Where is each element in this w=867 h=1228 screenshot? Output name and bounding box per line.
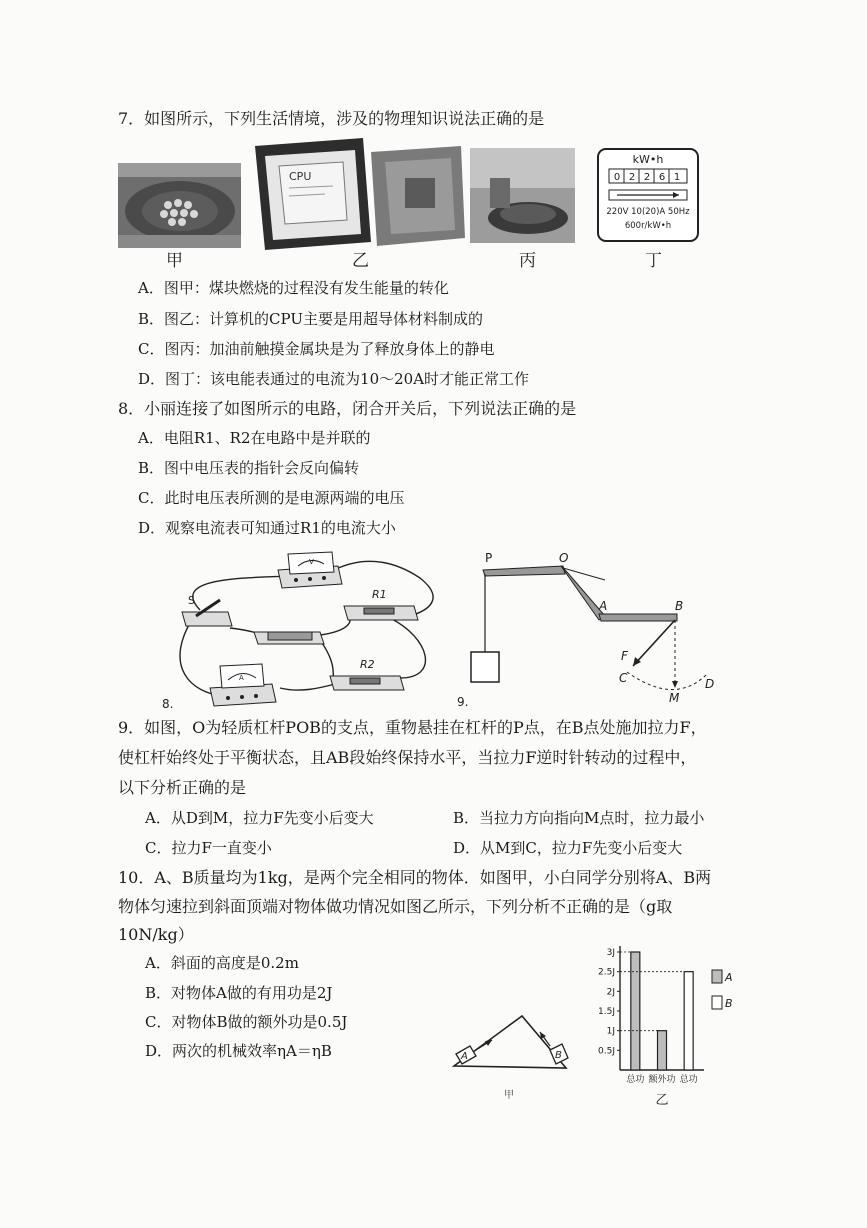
block-b-label: B xyxy=(555,1050,562,1061)
q7-option-d: D．图丁：该电能表通过的电流为10～20A时才能正常工作 xyxy=(138,370,530,388)
q10-stem-line-2: 物体匀速拉到斜面顶端对物体做功情况如图乙所示，下列分析不正确的是（g取 xyxy=(118,897,673,916)
cpu-image xyxy=(255,138,465,250)
label-d: D xyxy=(705,677,715,691)
legend-label: B xyxy=(725,997,733,1010)
battery xyxy=(254,632,324,644)
q8-option-c: C．此时电压表所测的是电源两端的电压 xyxy=(138,489,405,507)
category-label: 总功 xyxy=(679,1075,698,1085)
meter-digit: 6 xyxy=(658,172,666,183)
hanging-weight xyxy=(471,652,499,682)
legend-swatch xyxy=(712,996,722,1009)
q8-option-a: A．电阻R1、R2在电路中是并联的 xyxy=(138,429,371,447)
label-o: O xyxy=(559,551,569,565)
photo-coal-stove xyxy=(118,163,241,248)
coal-stove-image xyxy=(118,163,241,248)
q9-option-a: A．从D到M，拉力F先变小后变大 xyxy=(145,809,374,827)
fig-jia-caption: 甲 xyxy=(504,1090,514,1100)
cpu-label: CPU xyxy=(289,170,312,183)
lever-figure xyxy=(455,546,725,714)
legend-label: A xyxy=(725,971,733,984)
photo-cpu xyxy=(255,138,465,250)
r2-label: R2 xyxy=(360,658,375,671)
svg-text:A: A xyxy=(239,674,244,682)
ammeter xyxy=(210,664,276,706)
meter-constant: 600r/kW•h xyxy=(624,221,672,231)
meter-rating: 220V 10(20)A 50Hz xyxy=(606,207,690,217)
q8-stem: 8．小丽连接了如图所示的电路，闭合开关后，下列说法正确的是 xyxy=(118,399,577,418)
r1-label: R1 xyxy=(372,588,387,601)
label-c: C xyxy=(619,671,628,685)
svg-text:V: V xyxy=(309,558,314,566)
caption-yi: 乙 xyxy=(352,251,369,271)
lever-diagram xyxy=(455,546,725,714)
label-b: B xyxy=(675,599,684,613)
q10-option-b: B．对物体A做的有用功是2J xyxy=(145,984,333,1002)
meter-digit: 0 xyxy=(613,172,621,183)
y-tick-label: 1.5J xyxy=(598,1007,615,1017)
block-a-label: A xyxy=(461,1051,468,1062)
gas-station-image xyxy=(470,148,575,243)
q7-option-a: A．图甲：煤块燃烧的过程没有发生能量的转化 xyxy=(138,279,449,297)
meter-unit: kW•h xyxy=(632,153,664,166)
bar-a xyxy=(631,952,640,1070)
q9-stem-line-1: 9．如图，O为轻质杠杆POB的支点，重物悬挂在杠杆的P点，在B点处施加拉力F， xyxy=(118,718,707,737)
bar-a xyxy=(658,1031,667,1070)
meter-digit: 2 xyxy=(628,172,636,183)
q9-option-b: B．当拉力方向指向M点时，拉力最小 xyxy=(453,809,705,827)
label-m: M xyxy=(669,691,680,705)
meter-digit: 1 xyxy=(673,172,681,183)
category-label: 额外功 xyxy=(648,1075,676,1085)
q9-stem-line-2: 使杠杆始终处于平衡状态，且AB段始终保持水平，当拉力F逆时针转动的过程中， xyxy=(118,748,697,767)
meter-digit: 2 xyxy=(643,172,651,183)
circuit-diagram xyxy=(160,548,450,714)
incline-diagram xyxy=(450,1010,580,1100)
switch xyxy=(182,594,232,626)
q9-option-d: D．从M到C，拉力F先变小后变大 xyxy=(453,839,683,857)
meter-diagram xyxy=(597,148,699,242)
y-tick-label: 0.5J xyxy=(598,1046,615,1057)
q10-option-c: C．对物体B做的额外功是0.5J xyxy=(145,1013,348,1031)
legend-swatch xyxy=(712,970,722,983)
y-tick-label: 3J xyxy=(606,948,615,958)
q7-option-b: B．图乙：计算机的CPU主要是用超导体材料制成的 xyxy=(138,310,483,328)
q9-stem-line-3: 以下分析正确的是 xyxy=(118,778,247,797)
q8-option-b: B．图中电压表的指针会反向偏转 xyxy=(138,459,360,477)
y-tick-label: 2.5J xyxy=(598,967,615,978)
circuit-figure xyxy=(160,548,450,714)
q10-stem-line-1: 10．A、B质量均为1kg，是两个完全相同的物体．如图甲，小白同学分别将A、B两 xyxy=(118,868,712,887)
y-tick-label: 2J xyxy=(606,987,615,998)
label-f: F xyxy=(621,649,628,663)
fig8-number: 8. xyxy=(162,697,174,711)
photo-gas-station xyxy=(470,148,575,243)
block-a xyxy=(456,1040,492,1064)
voltmeter xyxy=(278,552,342,588)
resistor-r2 xyxy=(330,658,404,690)
incline-figure xyxy=(450,1010,580,1100)
label-p: P xyxy=(485,551,493,565)
caption-ding: 丁 xyxy=(645,251,662,271)
fig9-number: 9. xyxy=(457,695,469,709)
block-b xyxy=(540,1032,568,1064)
caption-bing: 丙 xyxy=(519,251,536,271)
category-label: 总功 xyxy=(626,1075,645,1085)
bar-chart-svg xyxy=(582,940,752,1108)
q7-option-c: C．图丙：加油前触摸金属块是为了释放身体上的静电 xyxy=(138,340,495,358)
bar-b xyxy=(684,972,693,1070)
q9-option-c: C．拉力F一直变小 xyxy=(145,839,272,857)
lever-bar xyxy=(483,566,677,621)
q10-option-a: A．斜面的高度是0.2m xyxy=(145,954,299,972)
work-bar-chart xyxy=(582,940,752,1108)
caption-jia: 甲 xyxy=(166,251,183,271)
label-a: A xyxy=(599,599,608,613)
switch-label: S xyxy=(188,594,195,607)
y-tick-label: 1J xyxy=(606,1026,615,1037)
q8-option-d: D．观察电流表可知通过R1的电流大小 xyxy=(138,519,396,537)
electric-meter xyxy=(597,148,699,242)
fig-yi-caption: 乙 xyxy=(655,1093,669,1108)
q10-stem-line-3: 10N/kg） xyxy=(118,925,194,944)
q10-option-d: D．两次的机械效率ηA＝ηB xyxy=(145,1042,332,1060)
resistor-r1 xyxy=(344,588,418,620)
q7-stem: 7．如图所示，下列生活情境，涉及的物理知识说法正确的是 xyxy=(118,109,545,128)
